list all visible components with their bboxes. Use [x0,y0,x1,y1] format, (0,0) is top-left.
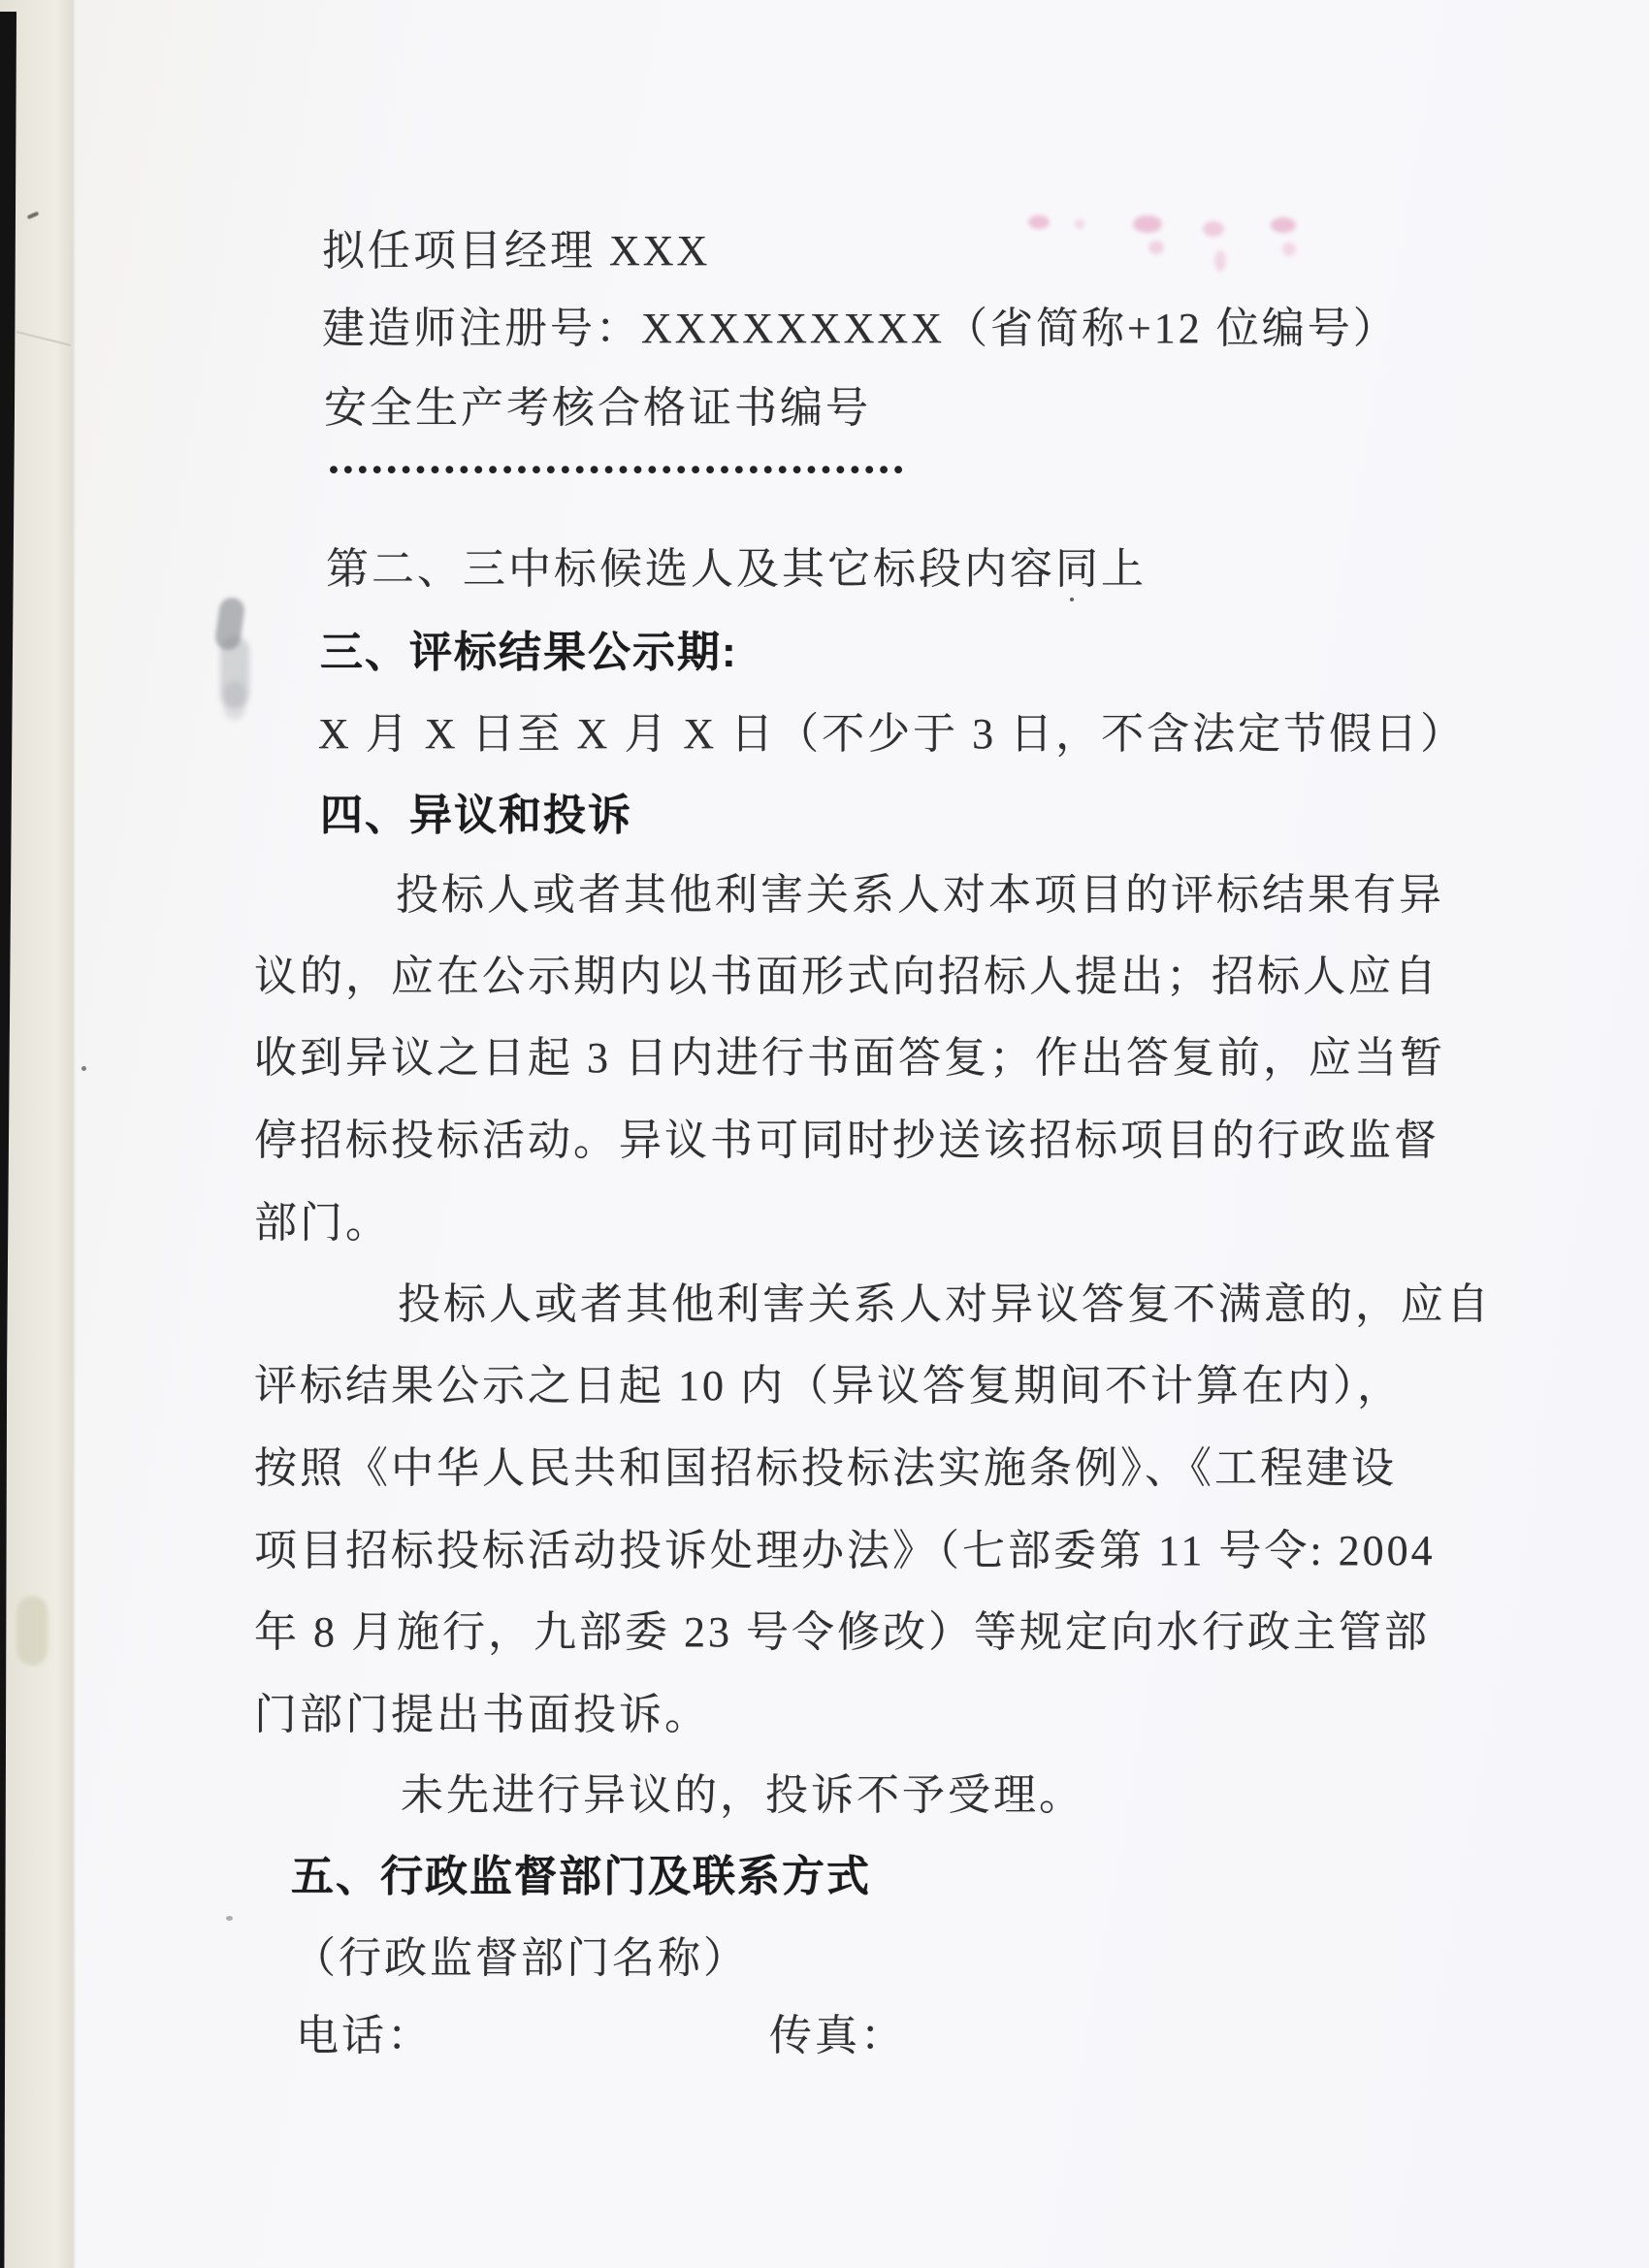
ink-smudge [224,681,245,720]
para-complaint-line-5: 年 8 月施行，九部委 23 号令修改）等规定向水行政主管部 [254,1608,1430,1656]
para-complaint-line-3: 按照《中华人民共和国招标投标法实施条例》、《工程建设 [254,1444,1397,1492]
scan-speck [1070,598,1074,601]
heading-section-four: 四、异议和投诉 [320,792,632,839]
contact-line [296,2000,906,2062]
fax-label: 传真： [769,2012,906,2059]
scan-strip-stain [16,1596,48,1666]
line-supervision-dept-name: （行政监督部门名称） [293,1934,749,1982]
line-no-objection-no-complaint: 未先进行异议的，投诉不予受理。 [401,1771,1084,1819]
para-complaint-line-4: 项目招标投标活动投诉处理办法》（七部委第 11 号令: 2004 [254,1527,1436,1574]
phone-label: 电话： [296,2012,433,2059]
para-complaint-line-2: 评标结果公示之日起 10 内（异议答复期间不计算在内）， [254,1362,1403,1409]
para-complaint-line-1: 投标人或者其他利害关系人对异议答复不满意的，应自 [398,1280,1492,1328]
line-safety-certificate: 安全生产考核合格证书编号 [324,384,871,432]
heading-section-five: 五、行政监督部门及联系方式 [291,1853,871,1900]
line-builder-registration: 建造师注册号：XXXXXXXXX（省简称+12 位编号） [322,305,1399,352]
para-objection-line-4: 停招标投标活动。异议书可同时抄送该招标项目的行政监督 [254,1117,1439,1164]
scan-speck [81,1066,86,1071]
heading-section-three: 三、评标结果公示期: [320,629,738,676]
scan-speck [226,1916,233,1921]
para-objection-line-3: 收到异议之日起 3 日内进行书面答复；作出答复前，应当暂 [254,1034,1445,1082]
dots-ellipsis-line: •••••••••••••••••••••••••••••••••••••••• [326,456,906,486]
line-project-manager: 拟任项目经理 XXX [322,227,711,275]
para-objection-line-2: 议的，应在公示期内以书面形式向招标人提出；招标人应自 [254,953,1439,1000]
line-second-third-candidates: 第二、三中标候选人及其它标段内容同上 [326,545,1147,593]
line-publicity-period-dates: X 月 X 日至 X 月 X 日（不少于 3 日，不含法定节假日） [318,710,1467,758]
para-objection-line-5: 部门。 [254,1199,391,1247]
para-objection-line-1: 投标人或者其他利害关系人对本项目的评标结果有异 [396,871,1444,919]
para-complaint-line-6: 门部门提出书面投诉。 [254,1691,710,1738]
